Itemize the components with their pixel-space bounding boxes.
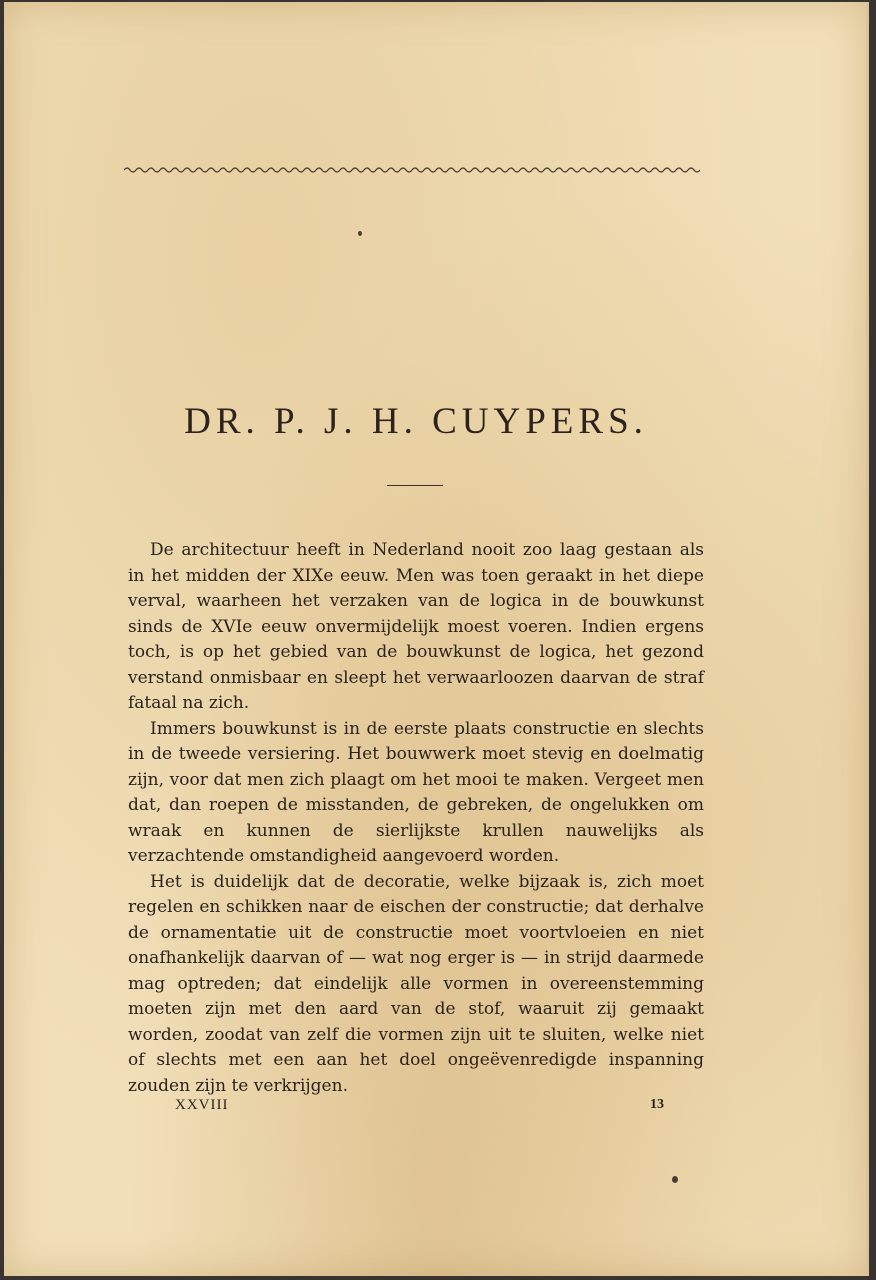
wavy-rule-ornament [124,162,700,178]
paragraph: Het is duidelijk dat de decoratie, welke bijzaak is, zich moet regelen en schikken naar de eischen der constructie; dat derhalve de ornamentatie uit de constructie moet voortvloeien en niet onafhankelijk daarvan of — wat nog erger is — in strijd daarmede mag optreden; dat eindelijk alle vormen in overeenstemming moeten zijn met den aard van de stof, waaruit zij gemaakt worden, zoodat van zelf die vormen zijn uit te sluiten, welke niet of slechts met een aan het doel ongeëvenredigde inspanning zouden zijn te verkrijgen. [128,871,704,1096]
page [4,2,869,1276]
paragraph: Immers bouwkunst is in de eerste plaats constructie en slechts in de tweede versiering. Het bouwwerk moet stevig en doelmatig zijn, voor dat men zich plaagt om het mooi te maken. Vergeet men dat, dan roepen de misstanden, de gebreken, de ongelukken om wraak en kunnen de sierlijkste krullen nauwelijks als verzachtende omstandigheid aangevoerd worden. [128,718,704,866]
page-title: DR. P. J. H. CUYPERS. [184,401,648,442]
ink-speck [358,231,362,236]
signature-mark: XXVIII [175,1097,229,1113]
ink-speck [672,1176,678,1183]
page-number: 13 [650,1097,664,1112]
title-divider [387,485,443,486]
body-text [128,538,704,1099]
paragraph: De architectuur heeft in Nederland nooit zoo laag gestaan als in het midden der XIXe eeuw. Men was toen geraakt in het diepe verval, waarheen het verzaken van de logica in de bouwkunst sinds de XVIe eeuw onvermijdelijk moest voeren. Indien ergens toch, is op het gebied van de bouwkunst de logica, het gezond verstand onmisbaar en sleept het verwaarloozen daarvan de straf fataal na zich. [128,540,704,713]
